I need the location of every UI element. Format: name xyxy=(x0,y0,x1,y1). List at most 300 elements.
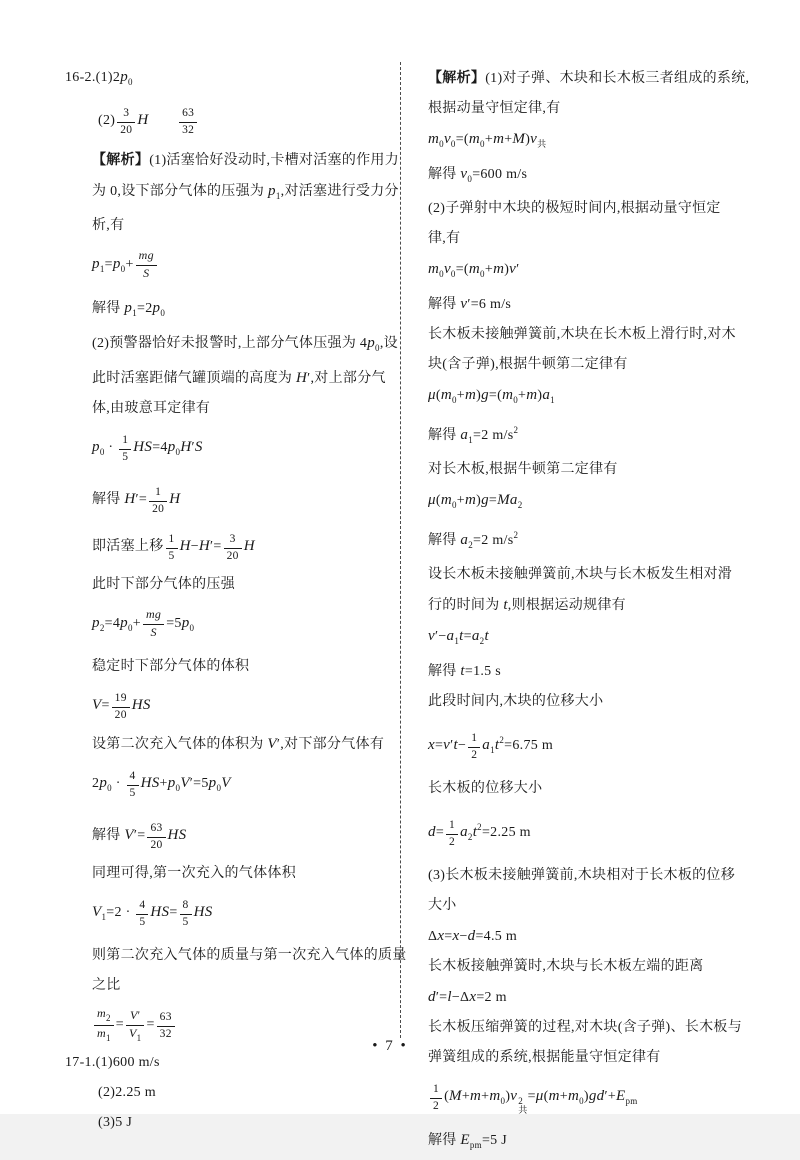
fraction xyxy=(112,692,130,721)
fraction-denominator xyxy=(446,835,458,849)
math-variable: H xyxy=(243,538,255,554)
text-run: 17-1.(1)600 m/s xyxy=(65,1055,160,1070)
text-run: ) xyxy=(537,388,543,403)
text-run: 5 xyxy=(122,450,129,463)
text-run: 8 xyxy=(182,899,189,912)
formula-line xyxy=(92,476,404,523)
fraction-numerator xyxy=(143,608,164,624)
fraction-denominator xyxy=(112,708,130,722)
math-variable: V xyxy=(267,736,277,752)
fraction xyxy=(127,770,139,799)
content-line xyxy=(92,729,404,760)
text-run: =1.5 s xyxy=(464,664,502,679)
math-variable: x xyxy=(452,928,460,944)
math-variable: H xyxy=(180,439,192,455)
content-line xyxy=(92,176,404,211)
text-run: ,对活塞进行受力分 xyxy=(280,184,399,199)
text-run: =( xyxy=(488,388,503,403)
fraction-numerator xyxy=(112,692,130,707)
fraction xyxy=(446,819,458,848)
content-line xyxy=(428,455,780,485)
text-run: 律,有 xyxy=(428,231,461,246)
math-variable: m xyxy=(428,261,440,277)
text-run: − xyxy=(457,738,467,753)
superscript: 2 xyxy=(477,822,482,832)
fraction-denominator xyxy=(147,838,165,852)
subscript: pm xyxy=(469,1140,482,1150)
fraction-denominator xyxy=(127,786,139,800)
text-run: 块(含子弹),根据牛顿第二定律有 xyxy=(428,357,628,372)
math-variable: S xyxy=(150,624,157,639)
fraction xyxy=(136,249,157,280)
text-run: (3)5 J xyxy=(98,1115,133,1130)
fraction-numerator xyxy=(224,533,242,548)
math-variable: HS xyxy=(150,904,170,920)
fraction-denominator xyxy=(117,123,135,137)
text-run: 20 xyxy=(152,502,165,515)
subscript: 1 xyxy=(99,264,105,274)
subscript: 0 xyxy=(500,1096,506,1106)
formula-line xyxy=(92,523,404,570)
text-run: ′,对下部分气体有 xyxy=(276,737,385,752)
subscript: 0 xyxy=(160,308,166,318)
fraction xyxy=(468,732,480,761)
text-run: ( xyxy=(444,1089,450,1104)
subscript: 0 xyxy=(579,1096,584,1106)
text-run: 63 xyxy=(150,822,163,835)
text-run: 此段时间内,木块的位移大小 xyxy=(428,694,604,709)
text-run: = xyxy=(463,629,472,644)
math-variable: μ xyxy=(535,1088,544,1104)
subscript: 0 xyxy=(107,783,112,793)
math-variable: m xyxy=(468,131,481,147)
math-variable: x xyxy=(437,928,445,944)
math-variable: x xyxy=(428,737,435,753)
text-run: + xyxy=(456,388,465,403)
text-run: 1 xyxy=(122,434,129,447)
math-variable: a xyxy=(460,532,469,548)
content-line xyxy=(92,211,404,241)
text-run: (2)预警器恰好未报警时,上部分气体压强为 4 xyxy=(92,336,368,351)
text-run: + xyxy=(484,262,494,277)
content-line xyxy=(428,159,780,194)
content-line xyxy=(428,62,780,94)
math-variable: p xyxy=(181,615,190,631)
text-run: 解得 xyxy=(428,428,461,443)
text-run: =( xyxy=(455,262,469,277)
text-run: 析,有 xyxy=(92,218,125,233)
subscript: 1 xyxy=(454,636,460,646)
fraction-numerator xyxy=(136,899,148,914)
subscript: 1 xyxy=(490,745,495,755)
math-variable: t xyxy=(453,737,458,753)
text-run: 解得 xyxy=(428,533,461,548)
text-run: =( xyxy=(455,132,469,147)
text-run: 2 xyxy=(92,776,100,791)
math-variable: p xyxy=(152,300,161,316)
fraction xyxy=(117,107,135,136)
math-variable: V xyxy=(221,775,231,791)
subscript: 2 xyxy=(99,623,105,633)
content-line xyxy=(428,861,780,891)
text-run: = xyxy=(104,257,113,272)
text-run: 之比 xyxy=(92,978,121,993)
text-run: + xyxy=(504,132,513,147)
content-line xyxy=(428,380,780,415)
content-line xyxy=(428,350,780,380)
text-run: 即活塞上移 xyxy=(92,539,164,554)
formula-line xyxy=(92,760,404,812)
text-run: = xyxy=(115,1017,124,1032)
text-run: 行的时间为 xyxy=(428,598,504,613)
subscript: 0 xyxy=(120,264,126,274)
text-run: 同理可得,第一次充入的气体体积 xyxy=(92,866,296,881)
content-line xyxy=(428,194,780,224)
text-run: ′= xyxy=(210,539,222,554)
fraction-numerator xyxy=(446,819,458,834)
text-run: 解得 xyxy=(428,297,461,312)
subscript: 0 xyxy=(450,139,456,149)
text-run: 解得 xyxy=(92,301,125,316)
fraction-numerator xyxy=(179,107,197,122)
text-run: ′=6 m/s xyxy=(467,297,512,312)
text-run: 此时下部分气体的压强 xyxy=(92,577,235,592)
content-line xyxy=(428,774,780,804)
text-run: =2.25 m xyxy=(481,825,531,840)
text-run: 1 xyxy=(449,819,456,832)
text-run: 稳定时下部分气体的体积 xyxy=(92,659,250,674)
content-line xyxy=(428,94,780,124)
text-run: ) xyxy=(505,1089,511,1104)
formula-line xyxy=(92,682,404,729)
text-run: 为 0,设下部分气体的压强为 xyxy=(92,184,268,199)
math-variable: p xyxy=(167,439,176,455)
math-variable: H xyxy=(169,491,181,507)
text-run: ′ xyxy=(450,738,454,753)
math-variable: M xyxy=(512,131,526,147)
math-variable: p xyxy=(120,615,128,631)
content-line xyxy=(92,363,404,394)
math-variable: m xyxy=(464,492,477,508)
formula-line xyxy=(92,424,404,476)
math-variable: V xyxy=(92,904,102,920)
math-variable: a xyxy=(482,737,491,753)
fraction-numerator xyxy=(468,732,480,747)
math-variable: p xyxy=(367,335,376,351)
math-variable: p xyxy=(112,256,121,272)
text-run xyxy=(148,113,177,128)
math-variable: H xyxy=(137,112,149,128)
math-variable: m xyxy=(440,492,452,508)
fraction-denominator xyxy=(136,266,157,281)
text-run: 5 xyxy=(182,915,189,928)
math-variable: m xyxy=(440,387,452,403)
text-run: 4 xyxy=(129,770,136,783)
subscript: 2 xyxy=(517,500,523,510)
superscript: 2 xyxy=(513,530,519,540)
subscript: 0 xyxy=(451,500,457,510)
math-variable: μ xyxy=(428,387,436,403)
text-run: 体,由玻意耳定律有 xyxy=(92,401,211,416)
text-run: 32 xyxy=(182,123,195,136)
math-variable: p xyxy=(124,300,133,316)
text-run: 解得 xyxy=(428,1133,461,1148)
fraction xyxy=(179,107,197,136)
subscript: 2 xyxy=(468,540,474,550)
math-variable: l xyxy=(447,989,452,1005)
math-variable: p xyxy=(92,615,100,631)
text-run: =600 m/s xyxy=(472,167,528,182)
content-line xyxy=(428,891,780,921)
right-column xyxy=(428,62,780,1160)
text-run: − xyxy=(190,539,199,554)
math-variable: S xyxy=(194,439,203,455)
text-run: · xyxy=(104,440,118,455)
content-line xyxy=(92,652,404,682)
subscript: 0 xyxy=(128,77,133,87)
subscript: 0 xyxy=(375,343,380,353)
text-run: 大小 xyxy=(428,898,457,913)
content-line xyxy=(98,1078,404,1108)
content-line xyxy=(92,394,404,424)
math-variable: t xyxy=(503,597,508,613)
text-run: = xyxy=(146,1017,155,1032)
text-run: 3 xyxy=(229,533,236,546)
math-variable: V xyxy=(180,775,190,791)
math-variable: Ma xyxy=(497,492,518,508)
formula-line xyxy=(428,1073,780,1125)
math-variable: v xyxy=(460,296,468,312)
content-line xyxy=(98,1108,404,1138)
math-variable: p xyxy=(167,775,176,791)
content-line xyxy=(428,415,780,455)
subscript: 0 xyxy=(127,623,133,633)
text-run: 长木板压缩弹簧的过程,对木块(含子弹)、长木板与 xyxy=(428,1020,743,1035)
math-variable: v xyxy=(443,131,451,147)
text-run: =6.75 m xyxy=(504,738,554,753)
math-variable: gd xyxy=(588,1088,605,1104)
math-variable: HS xyxy=(193,904,213,920)
text-run: ) xyxy=(583,1089,589,1104)
text-run: 20 xyxy=(114,708,127,721)
content-line xyxy=(428,560,780,590)
subscript: 0 xyxy=(451,395,457,405)
math-variable: S xyxy=(143,265,150,280)
text-run: 5 xyxy=(139,915,146,928)
math-variable: m xyxy=(493,131,505,147)
text-run: ( xyxy=(435,493,441,508)
text-run: =2 m/s xyxy=(473,428,514,443)
text-run: ′ xyxy=(191,440,195,455)
subscript: 2 xyxy=(467,832,473,842)
text-run: = xyxy=(434,738,444,753)
text-run: 设第二次充入气体的体积为 xyxy=(92,737,268,752)
math-variable: H xyxy=(198,538,211,554)
math-variable: H xyxy=(179,538,191,554)
text-run: 此时活塞距储气罐顶端的高度为 xyxy=(92,371,296,386)
content-line xyxy=(92,859,404,889)
content-line xyxy=(428,320,780,350)
content-line xyxy=(92,971,404,1001)
text-run: ′,对上部分气 xyxy=(307,371,386,386)
fraction-denominator xyxy=(136,915,148,929)
subscript: 0 xyxy=(439,139,444,149)
math-variable: d xyxy=(428,824,436,840)
subscript: 0 xyxy=(467,174,473,184)
fraction-numerator xyxy=(127,770,139,785)
subscript: 1 xyxy=(550,395,555,405)
math-variable: E xyxy=(460,1132,470,1148)
content-line xyxy=(428,485,780,520)
text-run: 1 xyxy=(155,486,162,499)
fraction xyxy=(430,1083,442,1112)
superscript: 2 xyxy=(513,425,519,435)
subscript: 共 xyxy=(518,1105,528,1115)
text-run: 20 xyxy=(120,123,133,136)
text-run: 19 xyxy=(114,692,127,705)
text-run: 63 xyxy=(182,107,195,120)
text-run: (2)2.25 m xyxy=(98,1085,156,1100)
text-run: ,设 xyxy=(379,336,398,351)
math-variable: m xyxy=(502,387,514,403)
text-run: ′= xyxy=(435,990,448,1005)
fraction-numerator xyxy=(136,249,157,265)
content-line xyxy=(428,656,780,687)
text-run: =2 xyxy=(137,301,153,316)
math-variable: HS xyxy=(140,775,160,791)
text-run: 20 xyxy=(150,838,163,851)
fraction xyxy=(157,1011,175,1040)
math-variable: a xyxy=(471,628,480,644)
bold-label: 【解析】 xyxy=(92,151,150,167)
math-variable: g xyxy=(481,492,489,508)
math-variable: p xyxy=(208,775,217,791)
content-line xyxy=(428,289,780,320)
text-run: 4 xyxy=(139,899,146,912)
math-variable: mg xyxy=(138,248,154,263)
subscript: 0 xyxy=(450,269,456,279)
text-run: = xyxy=(101,698,110,713)
text-run: ′= xyxy=(135,492,148,507)
text-run: ) xyxy=(476,493,482,508)
text-run: =2 m xyxy=(476,990,507,1005)
text-run: · xyxy=(111,776,125,791)
fraction-numerator xyxy=(147,822,165,837)
sup-sub-stack xyxy=(518,1097,527,1115)
text-run: 63 xyxy=(159,1011,172,1024)
fraction-denominator xyxy=(179,123,197,137)
formula-line xyxy=(428,717,780,774)
text-run: 1 xyxy=(471,732,478,745)
text-run: (3)长木板未接触弹簧前,木块相对于长木板的位移 xyxy=(428,868,736,883)
fraction-numerator xyxy=(94,1007,114,1025)
math-variable: v xyxy=(509,261,517,277)
math-variable: v xyxy=(530,131,538,147)
math-variable: v xyxy=(428,628,435,644)
text-run: =5 xyxy=(166,616,182,631)
content-line xyxy=(428,687,780,717)
fraction-denominator xyxy=(224,549,242,563)
text-run: = xyxy=(169,905,178,920)
fraction xyxy=(224,533,242,562)
text-run: ( xyxy=(435,388,441,403)
math-variable: m xyxy=(567,1088,580,1104)
answer-label-line xyxy=(65,62,404,97)
content-line xyxy=(428,254,780,289)
content-line xyxy=(428,921,780,952)
math-variable: m xyxy=(489,1088,501,1104)
math-variable: t xyxy=(494,737,500,753)
fraction xyxy=(136,899,148,928)
subscript: 0 xyxy=(175,783,181,793)
left-column xyxy=(65,62,407,1138)
text-run: 解得 xyxy=(428,167,461,182)
text-run: 5 xyxy=(129,786,136,799)
text-run: 解得 xyxy=(92,828,125,843)
content-line xyxy=(92,293,404,328)
text-run: + xyxy=(132,616,141,631)
formula-line xyxy=(92,812,404,859)
content-line xyxy=(428,124,780,159)
formula-line xyxy=(92,889,404,941)
math-variable: m xyxy=(493,261,505,277)
subscript: 1 xyxy=(468,435,474,445)
subscript: 1 xyxy=(105,1032,111,1043)
math-variable: t xyxy=(459,628,464,644)
fraction xyxy=(119,434,131,463)
subscript: 0 xyxy=(99,447,105,457)
text-run: 32 xyxy=(159,1027,172,1040)
text-run: 长木板未接触弹簧前,木块在长木板上滑行时,对木 xyxy=(428,327,736,342)
math-variable: a xyxy=(460,427,469,443)
text-run: + xyxy=(159,776,168,791)
math-variable: a xyxy=(460,824,468,840)
math-variable: d xyxy=(467,928,476,944)
fraction-numerator xyxy=(119,434,131,449)
formula-line xyxy=(428,804,780,861)
text-run: ( xyxy=(543,1089,549,1104)
text-run: Δ xyxy=(428,929,438,944)
fraction-denominator xyxy=(430,1099,442,1113)
math-variable: V xyxy=(129,1008,138,1023)
math-variable: t xyxy=(472,824,478,840)
math-variable: g xyxy=(481,387,489,403)
fraction xyxy=(166,533,178,562)
fraction-denominator xyxy=(119,450,131,464)
content-line xyxy=(92,941,407,971)
fraction-numerator xyxy=(180,899,192,914)
math-variable: M xyxy=(449,1088,462,1104)
text-run: (1)对子弹、木块和长木板三者组成的系统, xyxy=(485,71,750,86)
text-run: ′ xyxy=(137,1010,141,1023)
content-line xyxy=(92,570,404,600)
text-run: 1 xyxy=(433,1083,440,1096)
fraction-denominator xyxy=(180,915,192,929)
superscript: 2 xyxy=(518,1096,524,1106)
subscript: 0 xyxy=(439,269,444,279)
math-variable: H xyxy=(124,491,136,507)
text-run: 解得 xyxy=(92,492,125,507)
text-run: =2 m/s xyxy=(473,533,514,548)
subscript: 0 xyxy=(175,447,181,457)
text-run: (2)子弹射中木块的极短时间内,根据动量守恒定 xyxy=(428,201,721,216)
math-variable: a xyxy=(542,387,551,403)
text-run: ) xyxy=(504,262,510,277)
text-run: + xyxy=(559,1089,568,1104)
subscript: 共 xyxy=(537,139,547,149)
math-variable: p xyxy=(268,183,276,199)
text-run: 根据动量守恒定律,有 xyxy=(428,101,561,116)
